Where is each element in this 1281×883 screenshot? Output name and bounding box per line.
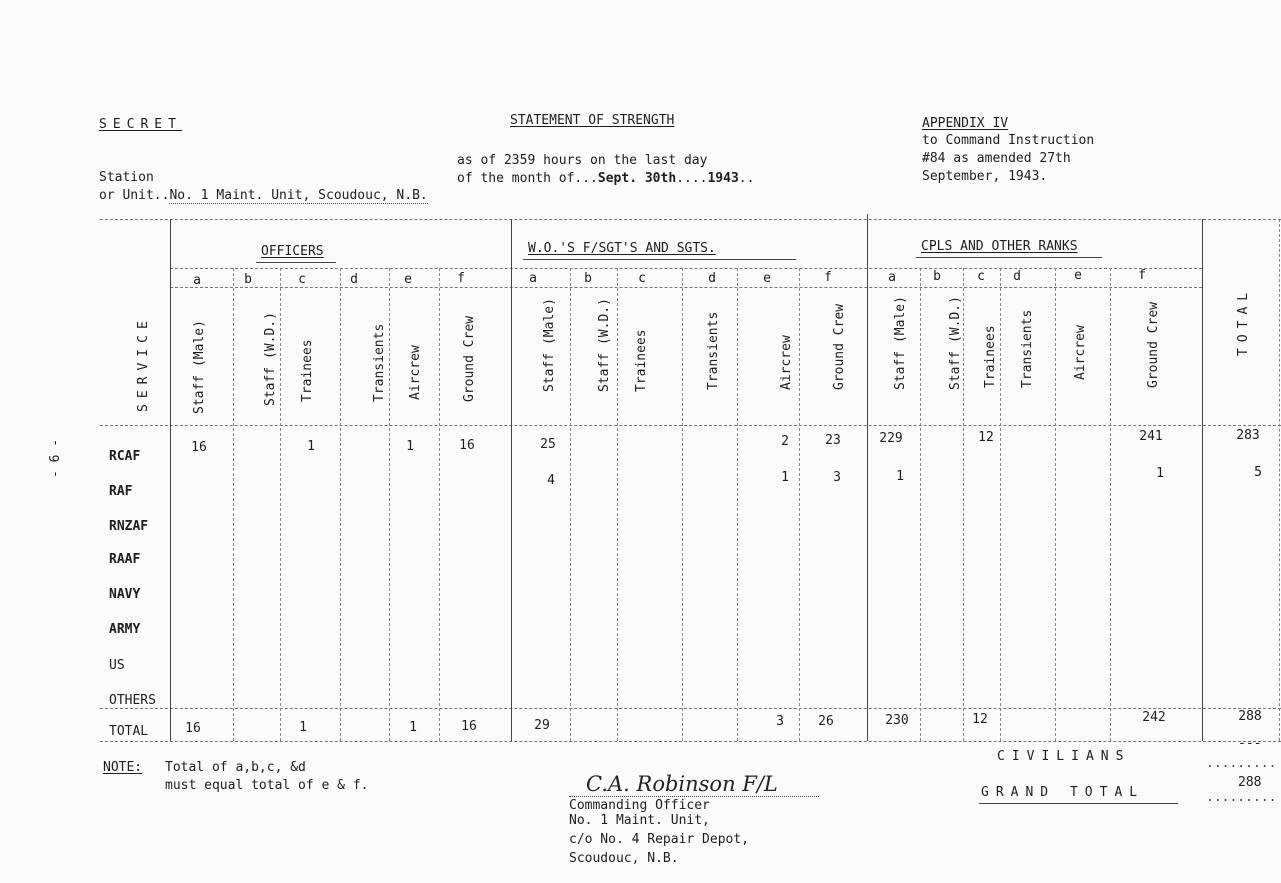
col-title: Staff (W.D.) (597, 298, 612, 392)
officer-line-4: Scoudouc, N.B. (569, 851, 679, 866)
officers-group-divider (511, 219, 512, 741)
col-letter: a (888, 270, 896, 285)
officers-heading: OFFICERS (261, 244, 324, 259)
total-cell: 16 (185, 721, 201, 736)
letters-top-rule (170, 268, 1202, 269)
appendix-line-2: #84 as amended 27th (922, 151, 1071, 166)
total-cell: 1 (409, 720, 417, 735)
cell: 1 (896, 469, 904, 484)
col-title: Staff (W.D.) (948, 296, 963, 390)
col-letter: d (1013, 269, 1021, 284)
col-title: Aircrew (779, 335, 794, 390)
total-cell: 26 (818, 714, 834, 729)
cpls-heading-rule (916, 257, 1102, 258)
col-divider (1000, 268, 1001, 741)
total-header: TOTAL (1236, 286, 1251, 356)
signature-rule (569, 796, 819, 797)
officer-line-1: Commanding Officer (569, 798, 710, 813)
service-label: OTHERS (109, 693, 156, 708)
officers-heading-rule (256, 262, 336, 263)
total-cell: 16 (461, 719, 477, 734)
grand-total-value: 288 (1238, 775, 1262, 790)
col-letter: f (1138, 268, 1146, 283)
col-divider (963, 268, 964, 741)
total-cell: 3 (776, 714, 784, 729)
totals-top-rule (100, 708, 1281, 709)
col-letter: d (708, 271, 716, 286)
col-divider (340, 268, 341, 741)
wos-heading: W.O.'S F/SGT'S AND SGTS. (528, 241, 716, 256)
service-label: RNZAF (109, 519, 149, 534)
service-label: RAF (109, 484, 133, 499)
service-label: RCAF (109, 449, 141, 464)
col-title: Staff (Male) (542, 298, 557, 392)
col-letter: b (584, 271, 592, 286)
total-cell: 29 (534, 718, 550, 733)
total-cell: 1 (299, 720, 307, 735)
cell: 1 (307, 439, 315, 454)
cpls-heading: CPLS AND OTHER RANKS (921, 239, 1078, 254)
col-letter: e (1074, 268, 1082, 283)
col-title: Aircrew (1073, 325, 1088, 380)
col-letter: d (350, 272, 358, 287)
col-divider (799, 268, 800, 741)
cell: 1 (406, 439, 414, 454)
col-title: Trainees (983, 325, 998, 388)
col-letter: e (763, 271, 771, 286)
col-letter: f (457, 271, 465, 286)
grand-total-rule (979, 803, 1178, 804)
col-title: Staff (Male) (893, 296, 908, 390)
cell: 16 (459, 438, 475, 453)
station-label: Station (99, 170, 154, 185)
note-label: NOTE: (103, 760, 143, 775)
station-value: No. 1 Maint. Unit, Scoudouc, N.B. (169, 188, 428, 203)
cell: 25 (540, 437, 556, 452)
letters-bottom-rule (170, 287, 1202, 288)
col-letter: c (638, 271, 646, 286)
cell: 1 (1156, 466, 1164, 481)
col-divider (439, 268, 440, 741)
service-column-divider (170, 219, 171, 741)
civilians-value: --- (1238, 736, 1262, 751)
note-line-1: Total of a,b,c, &d (165, 760, 306, 775)
table-bottom-rule (100, 741, 1281, 742)
totals-row-label: TOTAL (109, 724, 149, 739)
cell: 12 (978, 430, 994, 445)
col-title: Transients (372, 323, 387, 402)
col-divider (617, 268, 618, 741)
cell: 2 (781, 434, 789, 449)
service-label: NAVY (109, 587, 141, 602)
asof-line-2: of the month of...Sept. 30th....1943.. (457, 171, 755, 186)
service-label: US (109, 658, 125, 673)
officer-line-2: No. 1 Maint. Unit, (569, 813, 710, 828)
col-title: Ground Crew (1146, 301, 1161, 388)
col-divider (280, 268, 281, 741)
service-label: RAAF (109, 552, 141, 567)
col-title: Ground Crew (462, 315, 477, 402)
cell-total: 283 (1236, 428, 1260, 443)
side-page-number: - 6 - (48, 438, 63, 478)
unit-label-line: or Unit..No. 1 Maint. Unit, Scoudouc, N.B. (99, 188, 428, 203)
total-cell: 12 (972, 712, 988, 727)
asof-prefix: of the month of (457, 171, 575, 186)
cell: 16 (191, 440, 207, 455)
cell: 1 (781, 470, 789, 485)
col-letter: c (298, 272, 306, 287)
total-cell-grand: 288 (1238, 709, 1262, 724)
civilians-dots: ......... (1206, 756, 1277, 771)
col-letter: a (193, 273, 201, 288)
unit-label: or Unit (99, 188, 154, 203)
total-cell: 230 (885, 713, 909, 728)
col-letter: b (933, 269, 941, 284)
header-bottom-rule (100, 425, 1281, 426)
col-divider (737, 268, 738, 741)
col-divider (1110, 268, 1111, 741)
col-title: Trainees (300, 339, 315, 402)
col-title: Trainees (634, 329, 649, 392)
document-title: STATEMENT OF STRENGTH (510, 113, 675, 128)
cpls-group-divider (1202, 219, 1203, 741)
col-divider (682, 268, 683, 741)
wos-group-divider (867, 214, 868, 741)
cell: 229 (879, 431, 903, 446)
col-letter: c (977, 269, 985, 284)
col-letter: a (529, 271, 537, 286)
col-title: Transients (706, 311, 721, 390)
signature: C.A. Robinson F/L (586, 772, 778, 796)
cell-total: 5 (1254, 465, 1262, 480)
col-letter: f (824, 270, 832, 285)
secret-label: SECRET (99, 117, 182, 132)
col-title: Staff (Male) (192, 320, 207, 414)
col-divider (389, 268, 390, 741)
col-letter: e (404, 272, 412, 287)
col-title: Transients (1020, 309, 1035, 388)
service-header: SERVICE (136, 315, 151, 412)
note-line-2: must equal total of e & f. (165, 778, 369, 793)
col-title: Ground Crew (832, 303, 847, 390)
cell: 4 (547, 473, 555, 488)
asof-line-1: as of 2359 hours on the last day (457, 153, 708, 168)
appendix-line-1: to Command Instruction (922, 133, 1095, 148)
cell: 3 (833, 470, 841, 485)
col-title: Staff (W.D.) (263, 312, 278, 406)
col-letter: b (244, 272, 252, 287)
asof-month-value: Sept. 30th (597, 171, 677, 186)
grand-total-label: GRAND TOTAL (981, 785, 1145, 800)
grand-total-dots: ......... (1206, 790, 1277, 805)
col-divider (233, 268, 234, 741)
col-title: Aircrew (408, 345, 423, 400)
service-label: ARMY (109, 622, 141, 637)
total-cell: 242 (1142, 710, 1166, 725)
table-top-rule (100, 219, 1281, 220)
appendix-line-3: September, 1943. (922, 169, 1048, 184)
cell: 241 (1139, 429, 1163, 444)
col-divider (1055, 268, 1056, 741)
wos-heading-rule (523, 259, 796, 260)
civilians-label: CIVILIANS (997, 749, 1131, 764)
col-divider (1279, 219, 1280, 741)
officer-line-3: c/o No. 4 Repair Depot, (569, 832, 750, 847)
asof-year-value: 1943 (707, 171, 739, 186)
col-divider (570, 268, 571, 741)
col-divider (920, 268, 921, 741)
appendix-label: APPENDIX IV (922, 116, 1009, 131)
cell: 23 (825, 433, 841, 448)
